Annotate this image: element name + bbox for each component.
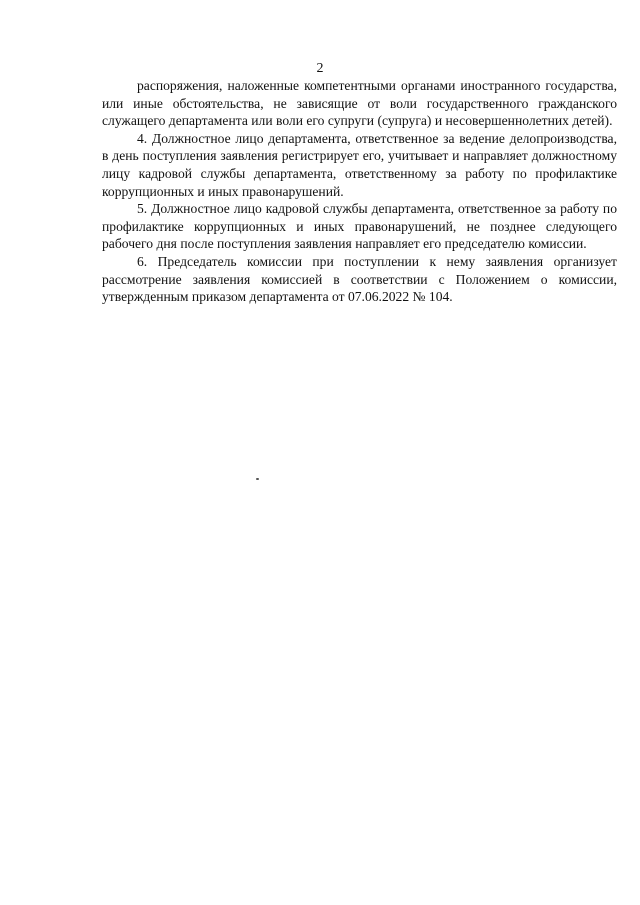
paragraph-item-4: 4. Должностное лицо департамента, ответственное за ведение делопроизводства, в день поступления заявления регистрирует его, учитывает и направляет должностному лицу кадровой службы департамента, ответственному за работу по профилактике коррупционных и иных правонарушений.	[102, 130, 617, 199]
paragraph-item-6: 6. Председатель комиссии при поступлении к нему заявления организует рассмотрение заявления комиссией в соответствии с Положением о комиссии, утвержденным приказом департамента от 07.06.2022 № 104.	[102, 253, 617, 305]
paragraph-item-5: 5. Должностное лицо кадровой службы департамента, ответственное за работу по профилактике коррупционных и иных правонарушений, не позднее следующего рабочего дня после поступления заявления направляет его председателю комиссии.	[102, 201, 617, 252]
paragraph-continuation: распоряжения, наложенные компетентными органами иностранного государства, или иные обстоятельства, не зависящие от воли государственного гражданского служащего департамента или воли его супруги (супруга) и несовершеннолетних детей).	[102, 78, 617, 129]
scan-speck	[256, 478, 259, 480]
document-body	[102, 77, 617, 306]
page-number: 2	[316, 61, 324, 76]
